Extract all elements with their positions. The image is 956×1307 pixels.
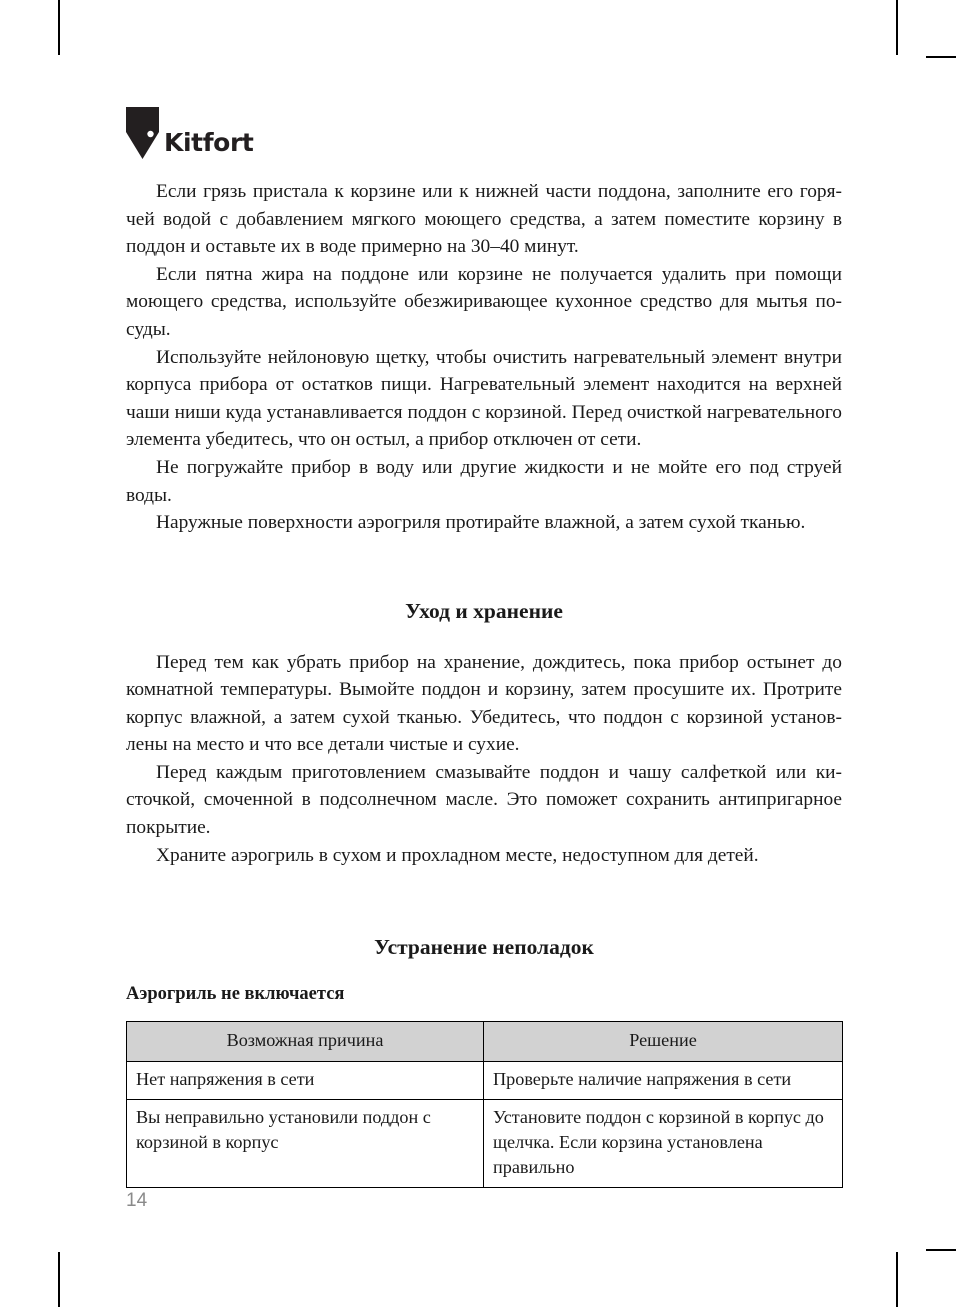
spacer <box>126 869 842 935</box>
table-cell-cause: Нет напряжения в сети <box>127 1062 484 1100</box>
kitfort-pennant-icon <box>126 107 159 159</box>
table-cell-solution: Установите поддон с корзиной в корпус до щелчка. Если корзина установлена правильно <box>484 1100 843 1188</box>
section-heading-troubleshooting: Устранение неполадок <box>374 935 594 960</box>
paragraph: Перед тем как убрать прибор на хранение, дождитесь, пока прибор остынет до комнатной температуры. Вымойте поддон и корзину, затем просушите их. Протрите корпус влажной, а затем сухой тканью. Убедитесь, что поддон с корзиной установлены на место и что все детали чистые и сухие. <box>126 651 842 756</box>
paragraph: Не погружайте прибор в воду или другие жидкости и не мойте его под струей воды. <box>126 456 842 506</box>
spacer <box>126 537 842 599</box>
brand-name: Kitfort <box>164 128 254 157</box>
paragraph: Перед каждым приготовлением смазывайте поддон и чашу салфеткой или кисточкой, смоченной в подсолнечном масле. Это поможет сохранить антипригарное покрытие. <box>126 761 842 839</box>
brand-logo <box>126 107 253 159</box>
table-header-solution: Решение <box>484 1022 843 1062</box>
table-row <box>127 1062 843 1100</box>
table-header-row <box>127 1022 843 1062</box>
paragraph: Используйте нейлоновую щетку, чтобы очистить нагревательный элемент внутри корпуса прибора от остатков пищи. Нагревательный элемент находится на верхней чаши ниши куда устанавливается поддон с корзиной. Перед очисткой нагревательного элемента убедитесь, что он остыл, а прибор отключен от сети. <box>126 346 842 451</box>
paragraph: Храните аэрогриль в сухом и прохладном месте, недоступном для детей. <box>156 844 759 866</box>
subsection-heading: Аэрогриль не включается <box>126 984 345 1005</box>
table-cell-solution: Проверьте наличие напряжения в сети <box>484 1062 843 1100</box>
page-content <box>126 178 842 1188</box>
table-row <box>127 1100 843 1188</box>
section-heading-care: Уход и хранение <box>405 598 563 623</box>
paragraph: Если грязь пристала к корзине или к нижней части поддона, заполните его горячей водой с добавлением мягкого моющего средства, а затем поместите корзину в поддон и оставьте их в воде примерно на 30–40 минут. <box>126 181 842 258</box>
spacer <box>126 625 842 649</box>
paragraph: Если пятна жира на поддоне или корзине не получается удалить при помощи моющего средства, используйте обезжиривающее кухонное средство для мытья посуды. <box>126 263 842 340</box>
troubleshooting-table <box>126 1021 843 1188</box>
table-cell-cause: Вы неправильно установили поддон с корзиной в корпус <box>127 1100 484 1188</box>
page-number: 14 <box>126 1190 148 1211</box>
table-header-cause: Возможная причина <box>127 1022 484 1062</box>
spacer <box>126 961 842 983</box>
paragraph: Наружные поверхности аэрогриля протирайте влажной, а затем сухой тканью. <box>156 512 806 534</box>
spacer <box>126 1005 842 1021</box>
